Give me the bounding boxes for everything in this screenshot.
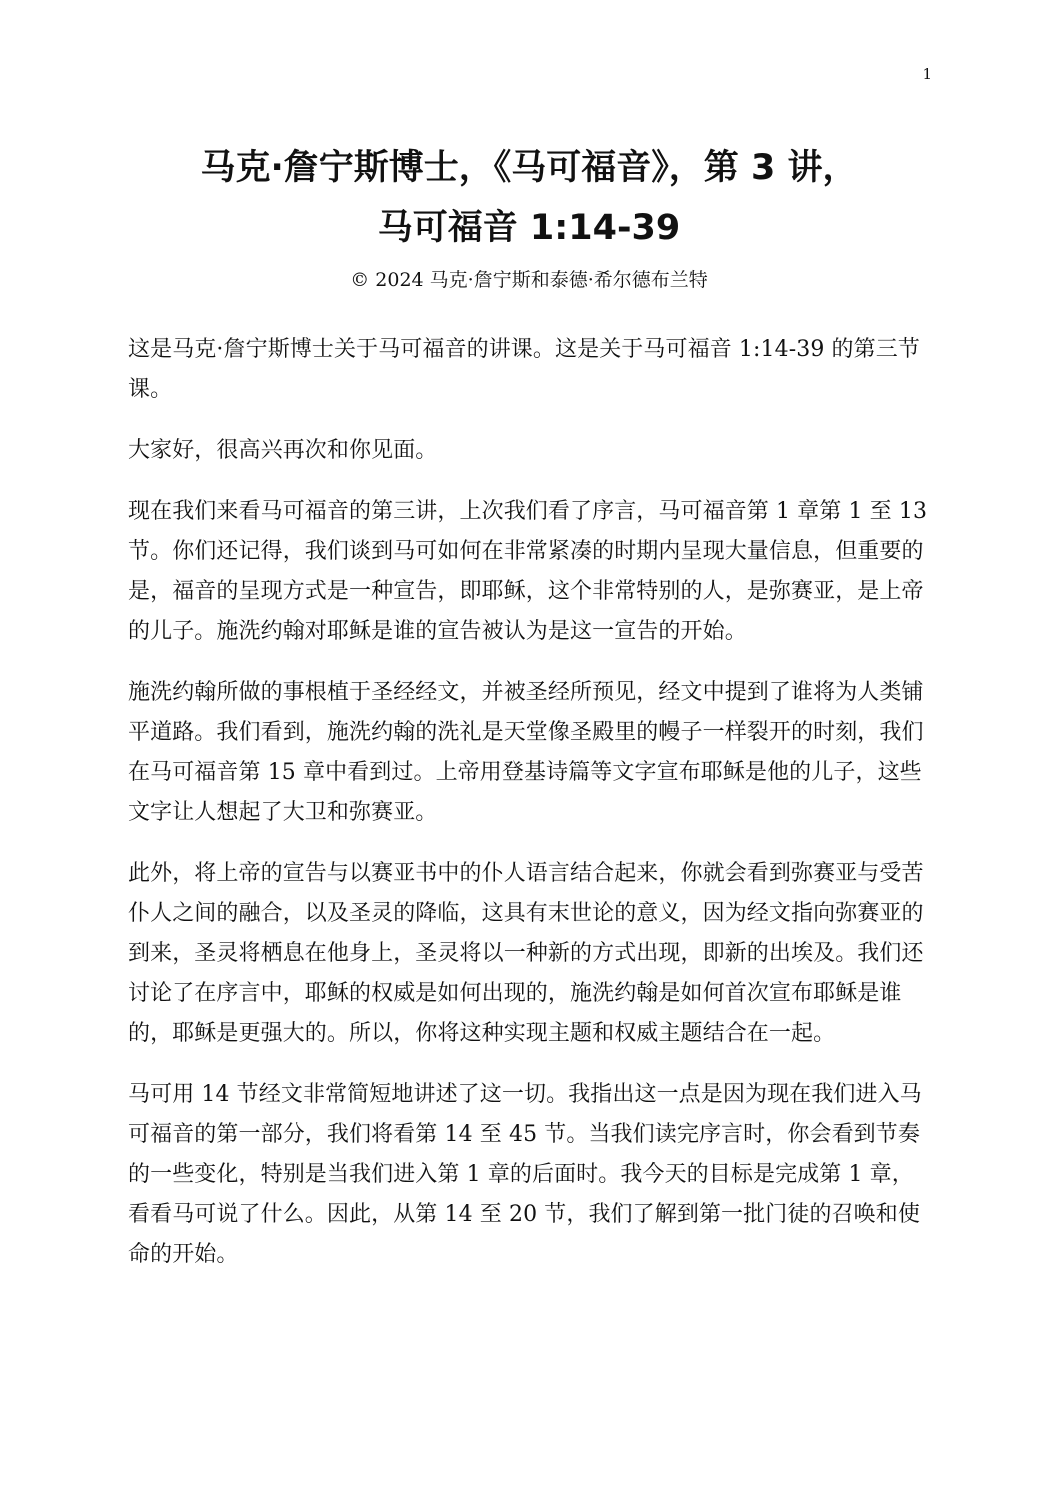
- body-text: [128, 330, 928, 1296]
- copyright-line: © 2024 马克·詹宁斯和泰德·希尔德布兰特: [350, 269, 708, 291]
- page-number: 1: [922, 65, 932, 83]
- paragraph: 马可用 14 节经文非常简短地讲述了这一切。我指出这一点是因为现在我们进入马可福音的第一部分，我们将看第 14 至 45 节。当我们读完序言时，你会看到节奏的一些变化，特别是当我们进入第 1 章的后面时。我今天的目标是完成第 1 章，看看马可说了什么。因此，从第 14 至 20 节，我们了解到第一批门徒的召唤和使命的开始。: [128, 1082, 922, 1267]
- paragraph-greeting: 大家好，很高兴再次和你见面。: [128, 438, 438, 463]
- paragraph-intro: 这是马克·詹宁斯博士关于马可福音的讲课。这是关于马可福音 1:14-39 的第三节课。: [128, 337, 920, 402]
- title-line-2: 马可福音 1:14-39: [377, 208, 681, 248]
- document-title: [120, 138, 938, 258]
- title-line-1: 马克·詹宁斯博士，《马可福音》，第 3 讲，: [200, 148, 858, 188]
- paragraph: 施洗约翰所做的事根植于圣经经文，并被圣经所预见，经文中提到了谁将为人类铺平道路。我们看到，施洗约翰的洗礼是天堂像圣殿里的幔子一样裂开的时刻，我们在马可福音第 15 章中看到过。上帝用登基诗篇等文字宣布耶稣是他的儿子，这些文字让人想起了大卫和弥赛亚。: [128, 680, 924, 825]
- paragraph: 此外，将上帝的宣告与以赛亚书中的仆人语言结合起来，你就会看到弥赛亚与受苦仆人之间的融合，以及圣灵的降临，这具有末世论的意义，因为经文指向弥赛亚的到来，圣灵将栖息在他身上，圣灵将以一种新的方式出现，即新的出埃及。我们还讨论了在序言中，耶稣的权威是如何出现的，施洗约翰是如何首次宣布耶稣是谁的，耶稣是更强大的。所以，你将这种实现主题和权威主题结合在一起。: [128, 861, 924, 1046]
- paragraph: 现在我们来看马可福音的第三讲，上次我们看了序言，马可福音第 1 章第 1 至 13 节。你们还记得，我们谈到马可如何在非常紧凑的时期内呈现大量信息，但重要的是，福音的呈现方式是一种宣告，即耶稣，这个非常特别的人，是弥赛亚，是上帝的儿子。施洗约翰对耶稣是谁的宣告被认为是这一宣告的开始。: [128, 499, 928, 644]
